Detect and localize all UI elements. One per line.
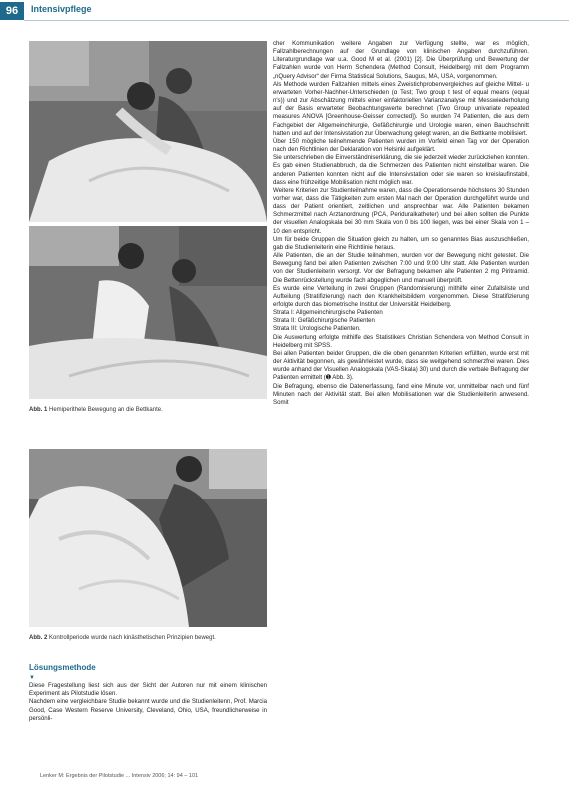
body-paragraph: Es wurde eine Verteilung in zwei Gruppen (Randomisierung) mithilfe einer Zufallsliste und Aufteilung (Stratifizierung) nach den Krankheitsbildern vorgenommen. Diese Stratifizierung erfolgte durch das biometrische Institut der Universität Heidelberg.	[273, 284, 529, 308]
photo-2-image	[29, 226, 267, 399]
photo-1-image	[29, 41, 267, 222]
body-paragraph: Bei allen Patienten beider Gruppen, die die oben genannten Kriterien erfüllten, wurde erst mit der Aktivität begonnen, als gewährleistet wurde, dass sie weitgehend schmerzfrei waren. Dies wurde anhand der Visuellen Analogskala (VAS-Skala) 30) und durch die verbale Befragung der Patienten ermittelt (➊ Abb. 3).	[273, 349, 529, 382]
figure-photo-2	[29, 226, 267, 399]
header-rule	[24, 20, 569, 21]
figure-2-label: Abb. 2	[29, 635, 48, 641]
body-paragraph: cher Kommunikation weitere Angaben zur Verfügung stellte, war es möglich, Fallzahlberechnungen auf der Grundlage von klinischen Angaben durchzuführen. Literaturgrundlage war u.a. Good M et al. (2001) [2]. Die Überprüfung und Bewertung der Fallzahlen wurde von Herrn Schendera (Method Consult, Heidelberg) mit dem Programm „nQuery Advisor“ der Firma Statistical Solutions, Saugus, MA, USA, vorgenommen.	[273, 40, 529, 80]
figure-photo-1	[29, 41, 267, 222]
figure-2-caption	[29, 634, 279, 642]
figure-1-label: Abb. 1	[29, 407, 48, 413]
section-title: Intensivpflege	[31, 4, 92, 14]
body-paragraph: Als Methode wurden Fallzahlen mittels eines Zweistichprobenvergleiches auf gleiche Mittel- u erwarteten Vorher-Nachher-Unterschieden (α Test; Two group t test of equal means (equal n's)) und zur Abschätzung mittels einer einfaktoriellen Varianzanalyse mit Messwiederholung auf der Basis erwarteter Beobachtungswerte berechnet (Two Group univariate repeated measures ANOVA [Greenhouse-Geisser corrected]). So wurden 74 Patienten, die aus dem Fachgebiet der Allgemeinchirurgie, Gefäßchirurgie und Urologie waren, einen Bauchschnitt hatten und auf der Intensivstation zur Überwachung gelegt waren, an die Bettkante mobilisiert.	[273, 80, 529, 137]
body-paragraph: Weitere Kriterien zur Studienteilnahme waren, dass die Operationsende höchstens 30 Stunden vorher war, dass die Tätigkeiten zum ersten Mal nach der Operation durchgeführt wurde und dass der Patient orientiert, zeitlichen und ansprechbar war. Alle Patienten bekamen Schmerzmittel nach Arztanordnung (PCA, Periduralkatheter) und bei allen sollten die Punkte der visuellen Analogskala bei 30 mm Skala von 0 bis 100 liegen, was bei einer Skala von 1 – 10 den entspricht.	[273, 186, 529, 235]
left-paragraph: Diese Fragestellung liest sich aus der Sicht der Autoren nur mit einem klinischen Experiment als Pilotstudie lösen.	[29, 682, 267, 698]
section-heading: Lösungsmethode	[29, 663, 96, 672]
figure-photo-3	[29, 449, 267, 627]
figure-1-caption	[29, 406, 279, 414]
strata-line: Strata II: Gefäßchirurgische Patienten	[273, 317, 375, 325]
body-paragraph: Über 150 mögliche teilnehmende Patienten wurden im Vorfeld einen Tag vor der Operation nach den Richtlinien der Deklaration von Helsinki aufgeklärt.	[273, 137, 529, 154]
triangle-marker-icon: ▼	[29, 675, 35, 681]
body-paragraph: Alle Patienten, die an der Studie teilnahmen, wurden vor der Bewegung nicht getestet. Die Bewegung fand bei allen Patienten zwischen 7:00 und 9:00 Uhr statt. Alle Patienten wurden von der Studienleiterin versorgt. Vor der Befragung bekamen alle Patienten 2 mg Piritramid. Die Bettenrückstellung wurde fach abgeglichen und manuell überprüft.	[273, 252, 529, 284]
page-number: 96	[0, 2, 24, 20]
page-header	[0, 0, 569, 22]
right-text-column	[273, 40, 529, 770]
left-paragraph: Nachdem eine vergleichbare Studie bekannt wurde und die Studienleitenn, Prof. Marcia Good, Case Western Reserve University, Cleveland, Ohio, USA, freundlicherweise in persönli-	[29, 698, 267, 722]
strata-line: Strata III: Urologische Patienten.	[273, 325, 361, 333]
body-paragraph: Die Befragung, ebenso die Datenerfassung, fand eine Minute vor, unmittelbar nach und fünf Minuten nach der Aktivität statt. Bei allen Mobilisationen war die Studienleiterin anwesend. Somit	[273, 382, 529, 406]
photo-3-image	[29, 449, 267, 627]
figure-1-text: Hemiperithele Bewegung an die Bettkante.	[49, 407, 163, 413]
body-paragraph: Um für beide Gruppen die Situation gleich zu halten, um so genanntes Bias auszuschließen, gab die Studienleiterin eine Richtlinie heraus.	[273, 235, 529, 251]
figure-2-text: Kontrollperiode wurde nach kinästhetischen Prinzipien bewegt.	[49, 635, 216, 641]
footer-citation: Lenker M: Ergebnis der Pilotstudie ... Intensiv 2006; 14: 94 – 101	[40, 773, 199, 779]
methods-section	[29, 663, 267, 723]
body-paragraph: Sie unterschrieben die Einverständniserklärung, die sie jederzeit wieder zurückziehen konnten. Es gab einen Studienabbruch, da die Schmerzen des Patienten nicht einstellbar waren. Die anderen Patienten konnten nicht auf die Intensivstation oder sie waren so kreislaufinstabil, dass eine frühzeitige Mobilisation nicht möglich war.	[273, 154, 529, 186]
body-paragraph: Die Auswertung erfolgte mithilfe des Statistikers Christian Schendera von Method Consult in Heidelberg mit SPSS.	[273, 333, 529, 349]
strata-line: Strata I: Allgemeinchirurgische Patienten	[273, 309, 383, 317]
